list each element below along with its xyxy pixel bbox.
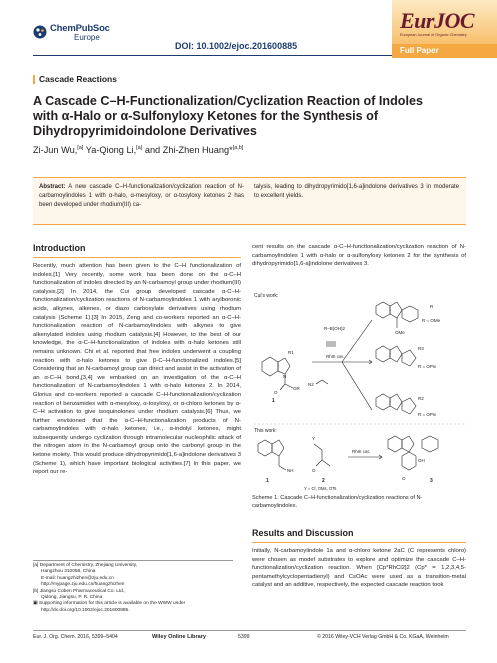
footer-rule (33, 630, 466, 631)
label-nh: NH (287, 468, 294, 473)
journal-subline: European Journal of Organic Chemistry (400, 33, 467, 37)
arrow-branch-top (342, 320, 372, 362)
scheme-label-this: This work: (254, 428, 277, 434)
abstract-col-2: talysis, leading to dihydropyrimido[1,6-a]indolone derivatives 3 in moderate to excellent yields. (254, 184, 459, 199)
intro-rule (33, 257, 241, 258)
compound-1-label: 1 (272, 398, 275, 404)
catalyst-label: RhIII cat. (326, 354, 345, 359)
ketone-2-chain (314, 444, 330, 466)
footer-page-number: 5399 (238, 634, 250, 640)
abstract-col-1 (39, 183, 244, 210)
scheme-caption: Scheme 1. Cascade C–H-functionalization/cyclization reactions of N-carbamoylindoles. (252, 495, 423, 509)
label-o-product: O (402, 476, 406, 481)
this-compound-1: 1 (266, 478, 269, 484)
label-y: Y (312, 436, 316, 441)
intro-heading: Introduction (33, 243, 86, 253)
indole-1-structure (262, 357, 293, 390)
section-tag (33, 74, 117, 84)
section-tag-bar (33, 75, 35, 84)
label-r-opiv: R = OPiv (418, 364, 437, 369)
label-r1-start: R1 (288, 350, 294, 355)
label-n-start: N (283, 374, 287, 379)
article-title (33, 94, 473, 139)
chempubsoc-icon (33, 25, 47, 39)
intro-text-left: Recently, much attention has been given to the C–H functionalization of indoles.[1] Very recently, some work has been done on the α-C–H functionalization of indoles directed by an N-carbamoyl group under rhodium(III) catalysis.[2] In 2014, the Cui group developed cascade α-C–H-functionalization/cyclization reactions of N-carbamoylindoles 1 with arylboronic acids, alkynes, alkenes, or diazo carboxylate derivatives using rhodium catalysis (Scheme 1).[3] In 2015, Zeng and co-workers reported an α-C–H-functionalization reaction of N-carbamoylindoles with alkynes to give alkenylated indoles using rhodium catalysis.[4] However, to the best of our knowledge, the α-C–H-functionalization of indoles with α-halo ketones still remains unknown. Chi et al. reported that free indoles underwent a coupling reaction with α-halo ketones to give β-C–H-functionalized indoles.[5] Considering that an N-carbamoyl group can direct and assist in the activation of an α-C–H bond,[3,4] we embarked on an investigation of the α-C–H functionalization of N-carbamoylindoles 1 with α-halo ketones 2. In 2014, Glorius and co-workers reported a cascade C–H-functionalization/cyclization reaction of benzamides with α-mesyloxy, α-tosyloxy, or α-chloro ketones by α-C–H activation to give isoquinolones under rhodium catalysis.[6] Thus, we further envisioned that the α-C–H-functionalization products of N-carbamoylindoles with α-halo ketones, i.e., α-indolyl ketones, might subsequently undergo cyclization through intramolecular nucleophilic attack of the nitrogen atom in the N-carbamoyl group onto the carbonyl group in the ketone moiety. This would produce dihydropyrimido[1,6-a]indolone derivatives 3 (Scheme 1), which have important biological activities.[7] In this paper, we report our re- (33, 263, 241, 476)
label-r2-low: R2 (418, 396, 424, 401)
label-o-start: O (274, 390, 278, 395)
author-2[interactable]: Ya-Qiong Li, (83, 145, 137, 156)
si-link[interactable]: http://dx.doi.org/10.1002/ejoc.201600885. (41, 607, 130, 613)
si-icon: ▣ (33, 601, 38, 607)
section-tag-label: Cascade Reactions (39, 74, 117, 84)
scheme-1 (252, 290, 469, 492)
arrow-branch-bottom (342, 362, 372, 410)
results-text: Initially, N-carbamoylindole 1a and α-chloro ketone 2aC (C represents chloro) were chosen as model substrates to explore and optimize the cascade C–H-functionalization/cyclization reaction. When [Cp*RhCl2]2 (Cp* = 1,2,3,4,5-pentamethylcyclopentadienyl) and CsOAc were used as a transition-metal catalyst and an additive, respectively, the expected cascade reaction took (252, 548, 466, 589)
author-3-aff: [a,b] (232, 145, 244, 151)
author-2-aff: [a] (136, 145, 143, 151)
footnote-a-url[interactable]: http://mypage.zju.edu.cn/huangzhizhen (41, 582, 125, 588)
footer-copyright: © 2016 Wiley-VCH Verlag GmbH & Co. KGaA, Weinheim (317, 634, 449, 640)
label-o-ketone: O (312, 468, 316, 473)
footer-wol-link[interactable]: Wiley Online Library (152, 634, 207, 640)
this-compound-2: 2 (322, 478, 325, 484)
footnote-b-line2: Qidong, Jiangsu, P. R. China (41, 595, 103, 601)
results-heading: Results and Discussion (252, 528, 354, 538)
footnote-b-label: [b] (33, 588, 39, 594)
label-r-opiv-2: R = OPiv (418, 412, 437, 417)
journal-logo: EurJOC (400, 8, 475, 33)
reagent-boronic: R–B(OH)2 (324, 326, 346, 331)
reagent-diazo: N2 (308, 382, 314, 387)
label-r-top: R (430, 304, 434, 309)
abstract-label: Abstract: (39, 184, 66, 190)
intro-text-right: cent results on the cascade α-C–H-functionalization/cyclization reaction of N-carbamoylindoles 1 with α-halo or α-sulfonyloxy ketones 2 for the synthesis of dihydropyrimido[1,6-a]indolone derivatives 3. (252, 244, 466, 268)
publisher-name: ChemPubSoc (50, 23, 110, 34)
footnote-a-line2: Hangzhou 310058, China (41, 569, 96, 575)
label-r-ome: R = OMe (422, 318, 441, 323)
author-3[interactable]: and Zhi-Zhen Huang* (142, 145, 233, 156)
this-catalyst-label: RhIII cat. (352, 449, 371, 454)
footnote-a-email[interactable]: E-mail: huangzhizhen@zju.edu.cn (41, 575, 114, 581)
results-rule (252, 542, 466, 543)
title-line-1: A Cascade C–H-Functionalization/Cyclization Reaction of Indoles (33, 94, 423, 108)
title-line-3: Dihydropyrimidoindolone Derivatives (33, 124, 257, 138)
footnote-a-label: [a] (33, 563, 39, 568)
this-compound-3: 3 (430, 478, 433, 484)
label-or: OR (293, 386, 300, 391)
scheme-1-graphic (252, 290, 469, 492)
y-definition: Y = Cl, OMs, OTs (304, 486, 337, 491)
product-top-structure (376, 302, 418, 328)
article-type: Full Paper (400, 46, 439, 55)
footnote-a-line1: Department of Chemistry, Zhejiang University, (39, 563, 138, 568)
author-list (33, 145, 243, 155)
label-oh: OH (418, 458, 425, 463)
footnotes (33, 563, 233, 614)
product-lower-structure (376, 394, 416, 414)
title-line-2: with α-Halo or α-Sulfonyloxy Ketones for the Synthesis of (33, 109, 379, 123)
label-ome: OMe (395, 330, 405, 335)
this-work-indole (258, 440, 286, 470)
chempubsoc-logo (33, 24, 110, 42)
page-header (0, 0, 497, 58)
label-r3-mid: R3 (418, 346, 424, 351)
si-line1: Supporting information for this article is available on the WWW under (38, 601, 186, 607)
header-rule (33, 55, 392, 56)
footnote-rule (33, 560, 233, 561)
product-middle-structure (376, 346, 416, 366)
footer-citation: Eur. J. Org. Chem. 2016, 5399–5404 (33, 634, 118, 640)
abstract-text-1: A new cascade C–H-functionalization/cyclization reaction of N-carbamoylindoles 1 with α-halo, α-mesyloxy, or α-tosyloxy ketones 2 has been developed under rhodium(III) ca- (39, 184, 244, 208)
reagent-diazo-bond (316, 380, 328, 384)
author-1[interactable]: Zi-Jun Wu, (33, 145, 78, 156)
doi-link[interactable]: DOI: 10.1002/ejoc.201600885 (175, 41, 298, 51)
scheme-label-cui: Cui's work: (254, 293, 279, 299)
footnote-b-line1: Jiangsu Coben Pharmaceutical Co. Ltd., (39, 588, 126, 594)
author-1-aff: [a] (77, 145, 84, 151)
this-work-product-3 (388, 436, 438, 470)
publisher-sub: Europe (74, 32, 100, 42)
